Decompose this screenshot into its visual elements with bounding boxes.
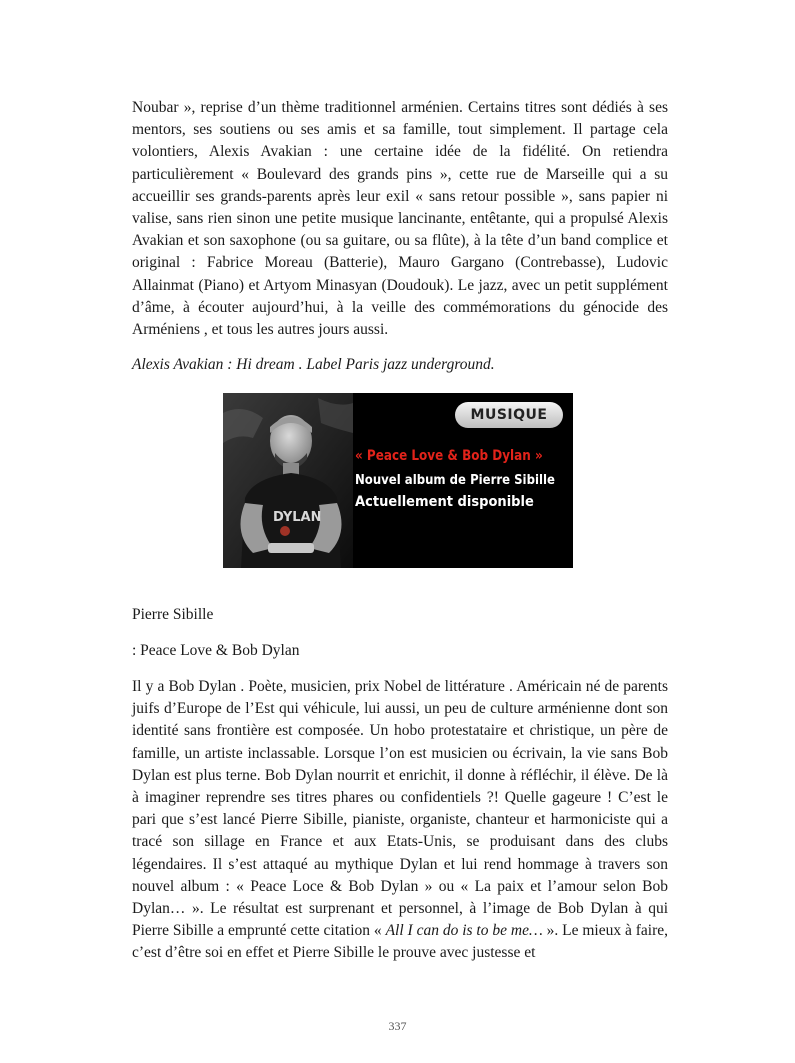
paragraph-sibille-end: ». Le mieux à faire, c’est d’être soi en effet et Pierre Sibille le prouve avec justesse et (132, 922, 668, 962)
album-caption: Alexis Avakian : Hi dream . Label Paris jazz underground. (132, 356, 495, 374)
shirt-text: DYLAN (273, 510, 322, 525)
page-number: 337 (388, 1019, 407, 1033)
album-title: : Peace Love & Bob Dylan (132, 642, 300, 659)
musician-photo (223, 393, 353, 568)
paragraph-sibille-text: Il y a Bob Dylan . Poète, musicien, prix Nobel de littérature . Américain né de parents juifs d’Europe de l’Est qui véhicule, lui aussi, un peu de culture arménienne dont son identité sans frontière est composée. Un hobo protestataire et christique, un père de famille, un artiste inclassable. Lorsque l’on est musicien ou écrivain, la vie sans Bob Dylan est plus terne. Bob Dylan nourrit et enrichit, il donne à réfléchir, il élève. De là à imaginer reprendre ses titres phares ou confidentiels ?! Quelle gageure ! C’est le pari que s’est lancé Pierre Sibille, pianiste, organiste, chanteur et harmoniciste qui a tracé son sillage en France et aux Etats-Unis, se produisant dans des clubs légendaires. Il s’est attaqué au mythique Dylan et lui rend hommage à travers son nouvel album : « Peace Loce & Bob Dylan » ou « La paix et l’amour selon Bob Dylan… ». Le résultat est surprenant et personnel, à l’image de Bob Dylan à qui Pierre Sibille a emprunté cette citation « (132, 678, 668, 940)
music-badge: MUSIQUE (455, 402, 563, 428)
banner-availability: Actuellement disponible (355, 494, 534, 510)
album-banner-image (223, 393, 573, 568)
artist-name: Pierre Sibille (132, 606, 214, 623)
paragraph-sibille (132, 676, 668, 965)
page-body (132, 97, 668, 376)
paragraph-avakian: Noubar », reprise d’un thème traditionnel arménien. Certains titres sont dédiés à ses mentors, ses soutiens ou ses amis et sa famille, tout simplement. Il partage cela volontiers, Alexis Avakian : une certaine idée de la fidélité. On retiendra particulièrement « Boulevard des grands pins », cette rue de Marseille qui a su accueillir ses grands-parents après leur exil « sans retour possible », sans papier ni valise, sans rien sinon une petite musique lancinante, entêtante, qui a propulsé Alexis Avakian et son saxophone (ou sa guitare, ou sa flûte), à la tête d’un band complice et original : Fabrice Moreau (Batterie), Mauro Gargano (Contrebasse), Ludovic Allainmat (Piano) et Artyom Minasyan (Doudouk). Le jazz, avec un petit supplément d’âme, à écouter aujourd’hui, à la veille des commémorations du génocide des Arméniens , et tous les autres jours aussi. (132, 99, 668, 339)
banner-album-title: « Peace Love & Bob Dylan » (355, 448, 543, 464)
dylan-quote: All I can do is to be me… (385, 922, 543, 940)
banner-subtitle: Nouvel album de Pierre Sibille (355, 473, 555, 488)
